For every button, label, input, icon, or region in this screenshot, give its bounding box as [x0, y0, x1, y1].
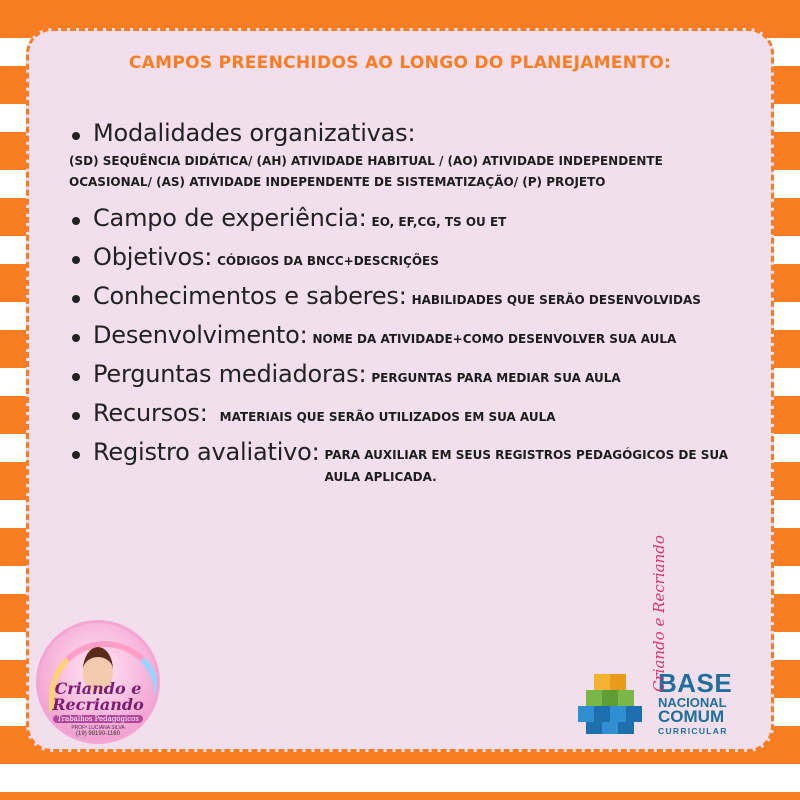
item-description: CÓDIGOS DA BNCC+DESCRIÇÕES — [217, 254, 439, 268]
logo-author: PROFª LUCIANA SILVA — [71, 725, 125, 731]
signature-watermark: Criando e Recriando — [650, 535, 668, 692]
list-item-desenvolvimento — [69, 321, 759, 349]
item-label: Campo de experiência: — [93, 204, 367, 232]
bullet-icon — [72, 295, 80, 303]
bullet-icon — [72, 256, 80, 264]
item-label: Modalidades organizativas: — [93, 119, 416, 147]
item-label: Desenvolvimento: — [93, 321, 308, 349]
item-label: Registro avaliativo: — [93, 438, 320, 466]
item-label: Recursos: — [93, 399, 208, 427]
item-label: Perguntas mediadoras: — [93, 360, 367, 388]
logo-phone: (19) 98190-1160 — [76, 731, 120, 737]
list-item-recursos — [69, 399, 759, 427]
item-description: (SD) SEQUÊNCIA DIDÁTICA/ (AH) ATIVIDADE HABITUAL / (AO) ATIVIDADE INDEPENDENTE OCASIONAL/ (AS) ATIVIDADE INDEPENDENTE DE SISTEMATIZAÇÃO/ (P) PROJETO — [69, 154, 663, 189]
item-description: NOME DA ATIVIDADE+COMO DESENVOLVER SUA AULA — [312, 332, 677, 346]
item-label: Objetivos: — [93, 243, 213, 271]
list-item-registro — [69, 438, 759, 488]
bncc-line3: COMUM — [658, 707, 725, 726]
list-item-modalidades — [69, 119, 759, 193]
item-description: EO, EF,CG, TS OU ET — [371, 215, 507, 229]
item-description: HABILIDADES QUE SERÃO DESENVOLVIDAS — [411, 293, 701, 307]
list-item-campo — [69, 204, 759, 232]
bncc-line2: NACIONAL — [658, 695, 727, 710]
bullet-icon — [72, 373, 80, 381]
item-label: Conhecimentos e saberes: — [93, 282, 407, 310]
criando-recriando-logo — [36, 620, 160, 744]
bullet-icon — [72, 334, 80, 342]
list-item-conhecimentos — [69, 282, 759, 310]
bullet-icon — [72, 217, 80, 225]
page-title: CAMPOS PREENCHIDOS AO LONGO DO PLANEJAMENTO: — [128, 53, 672, 73]
bullet-icon — [72, 412, 80, 420]
item-description: PARA AUXILIAR EM SEUS REGISTROS PEDAGÓGICOS DE SUA AULA APLICADA. — [324, 448, 729, 484]
bncc-line4: CURRICULAR — [658, 726, 728, 736]
list-item-objetivos — [69, 243, 759, 271]
bncc-line1: BASE — [658, 668, 733, 698]
list-item-perguntas — [69, 360, 759, 388]
bullet-icon — [72, 451, 80, 459]
logo-brand-line1: Criando e — [54, 679, 142, 698]
logo-subtitle: Trabalhos Pedagógicos — [53, 715, 143, 723]
field-list — [69, 119, 759, 499]
bullet-icon — [72, 132, 80, 140]
item-description: PERGUNTAS PARA MEDIAR SUA AULA — [371, 371, 621, 385]
logo-brand-line2: Recriando — [52, 695, 144, 714]
item-description: MATERIAIS QUE SERÃO UTILIZADOS EM SUA AULA — [219, 410, 556, 424]
cubes-icon — [572, 668, 652, 738]
